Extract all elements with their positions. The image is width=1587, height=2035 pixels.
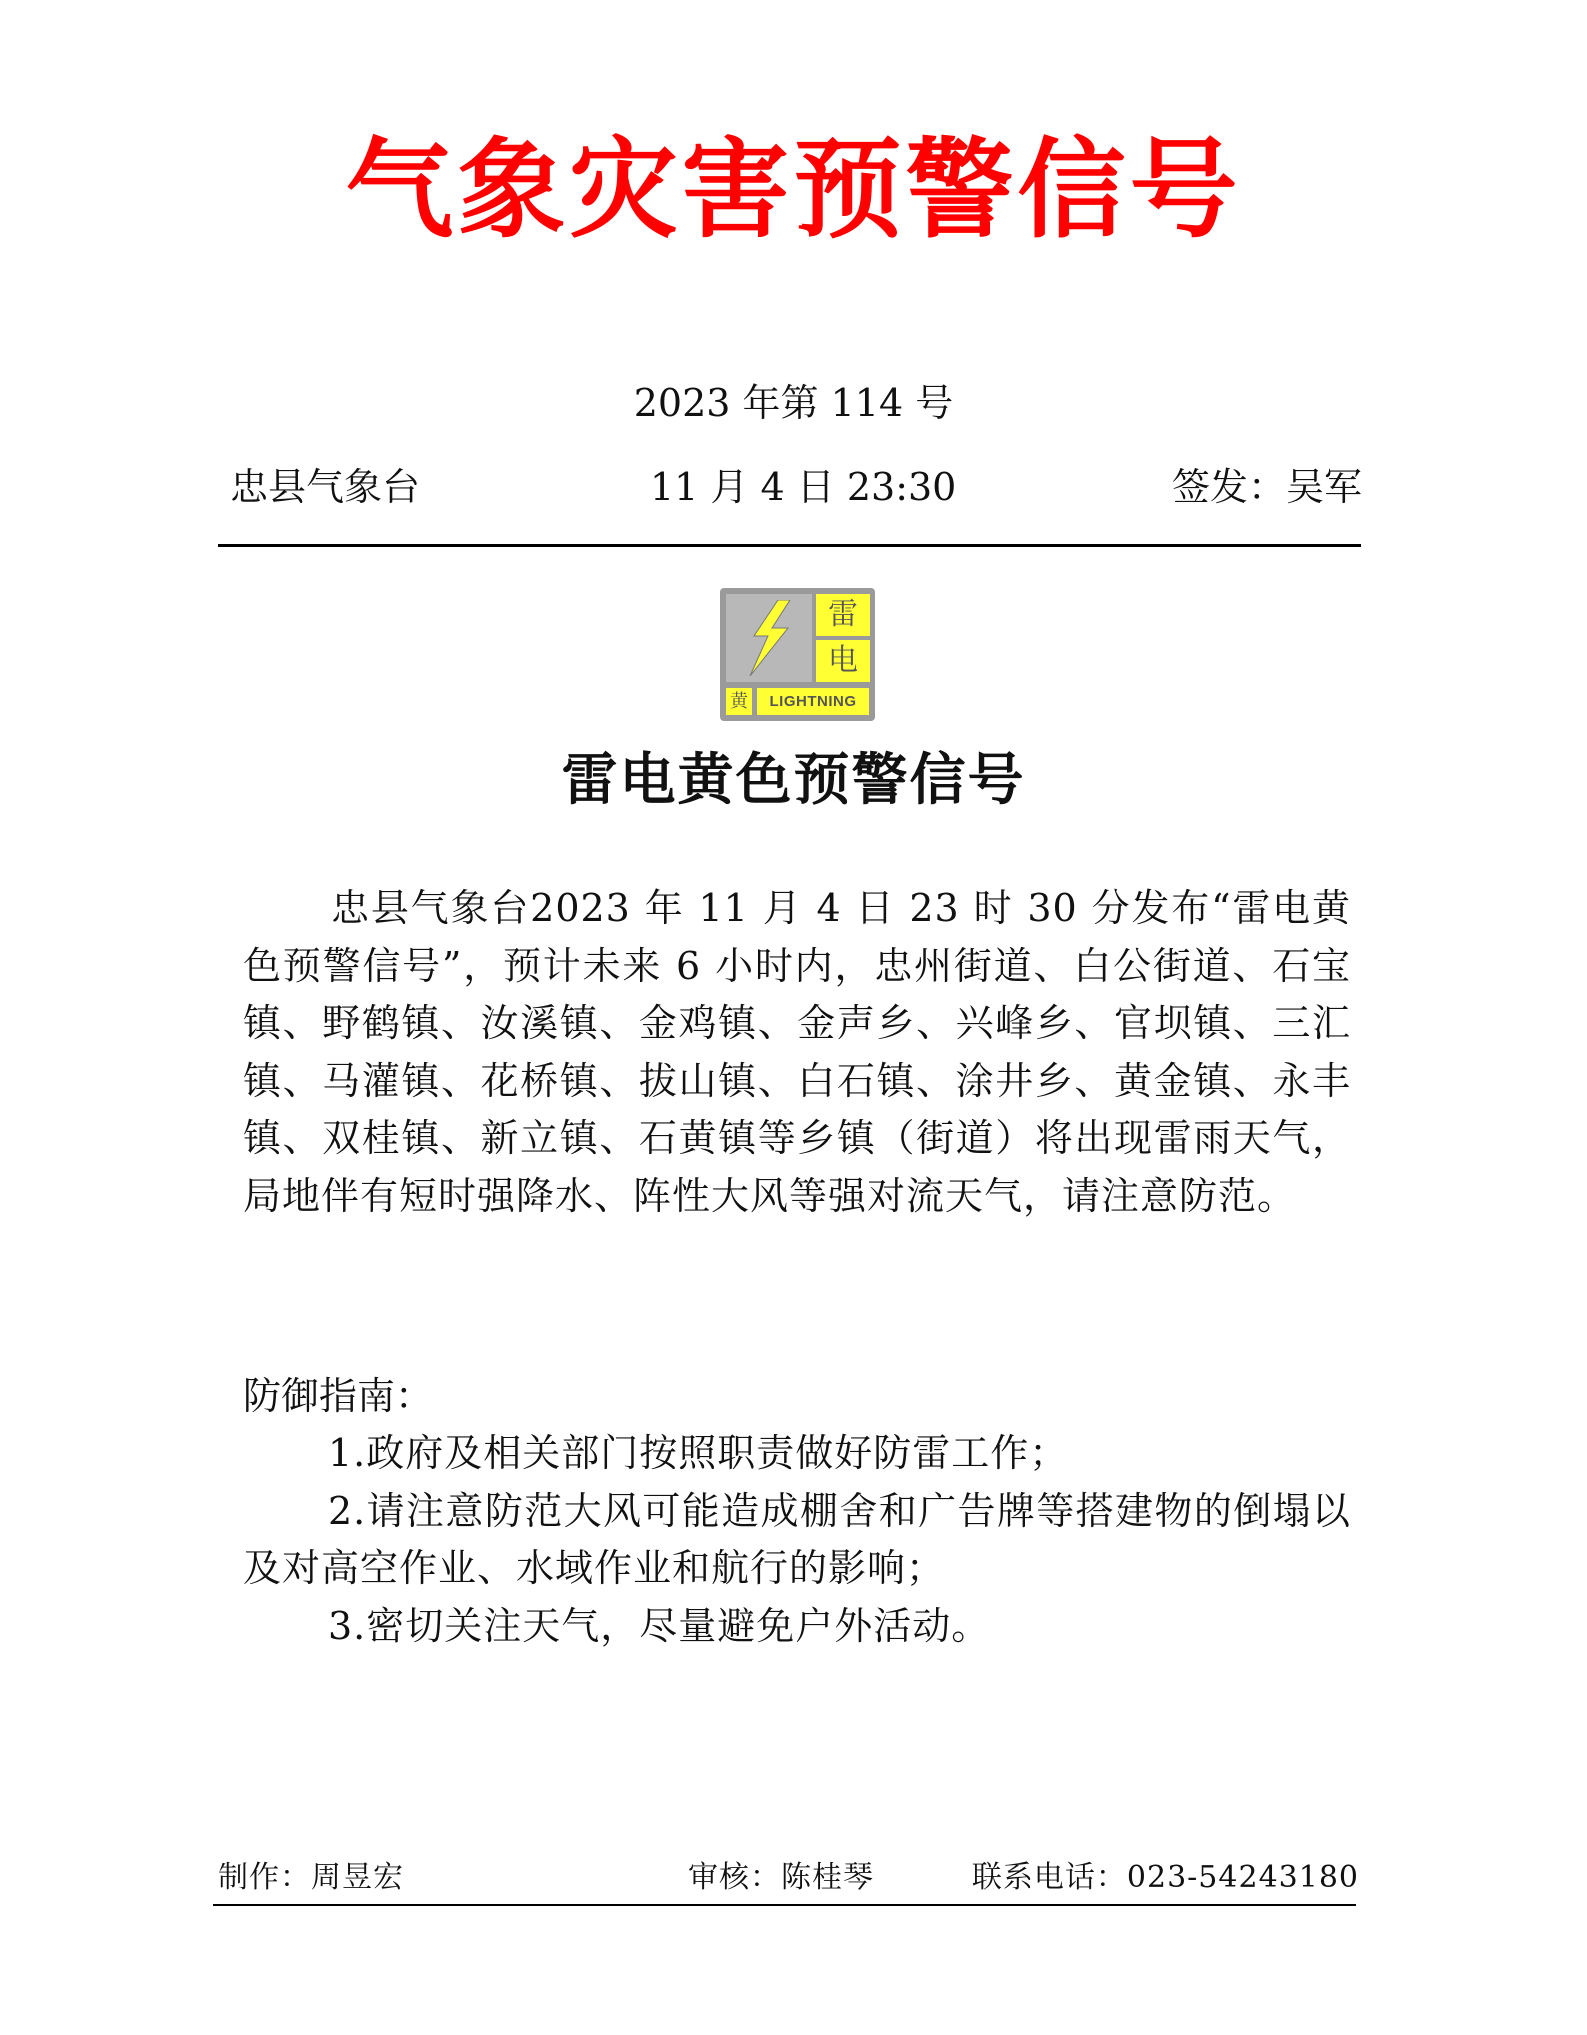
bolt-panel [726, 594, 812, 682]
signer: 签发：吴军 [1171, 465, 1362, 509]
guide-label: 防御指南： [243, 1374, 434, 1418]
header-divider [218, 544, 1361, 547]
guide-list [243, 1425, 1351, 1655]
lightning-warning-icon [720, 588, 875, 721]
signal-title: 雷电黄色预警信号 [561, 747, 1026, 813]
icon-english-label: LIGHTNING [757, 688, 869, 715]
footer-divider [213, 1904, 1356, 1906]
issue-time: 11 月 4 日 23:30 [650, 465, 957, 509]
issue-number: 2023 年第 114 号 [633, 381, 954, 425]
guide-item: 2.请注意防范大风可能造成棚舍和广告牌等搭建物的倒塌以及对高空作业、水域作业和航行的影响； [243, 1488, 1351, 1590]
guide-item: 3.密切关注天气，尽量避免户外活动。 [328, 1603, 991, 1648]
document-title: 气象灾害预警信号 [345, 127, 1242, 253]
icon-char-lei: 雷 [816, 594, 870, 636]
icon-char-dian: 电 [816, 640, 870, 682]
contact-phone: 联系电话：023-54243180 [971, 1860, 1359, 1895]
warning-body: 忠县气象台2023 年 11 月 4 日 23 时 30 分发布“雷电黄色预警信号”，预计未来 6 小时内，忠州街道、白公街道、石宝镇、野鹤镇、汝溪镇、金鸡镇、金声乡、兴峰乡、官坝镇、三汇镇、马灌镇、花桥镇、拔山镇、白石镇、涂井乡、黄金镇、永丰镇、双桂镇、新立镇、石黄镇等乡镇（街道）将出现雷雨天气，局地伴有短时强降水、阵性大风等强对流天气，请注意防范。 [243, 886, 1351, 1218]
guide-item: 1.政府及相关部门按照职责做好防雷工作； [328, 1431, 1069, 1475]
reviewer: 审核：陈桂琴 [688, 1860, 874, 1895]
issuer: 忠县气象台 [230, 465, 421, 509]
lightning-bolt-icon [740, 600, 798, 676]
producer: 制作：周昱宏 [218, 1860, 404, 1895]
icon-char-level: 黄 [726, 688, 752, 715]
